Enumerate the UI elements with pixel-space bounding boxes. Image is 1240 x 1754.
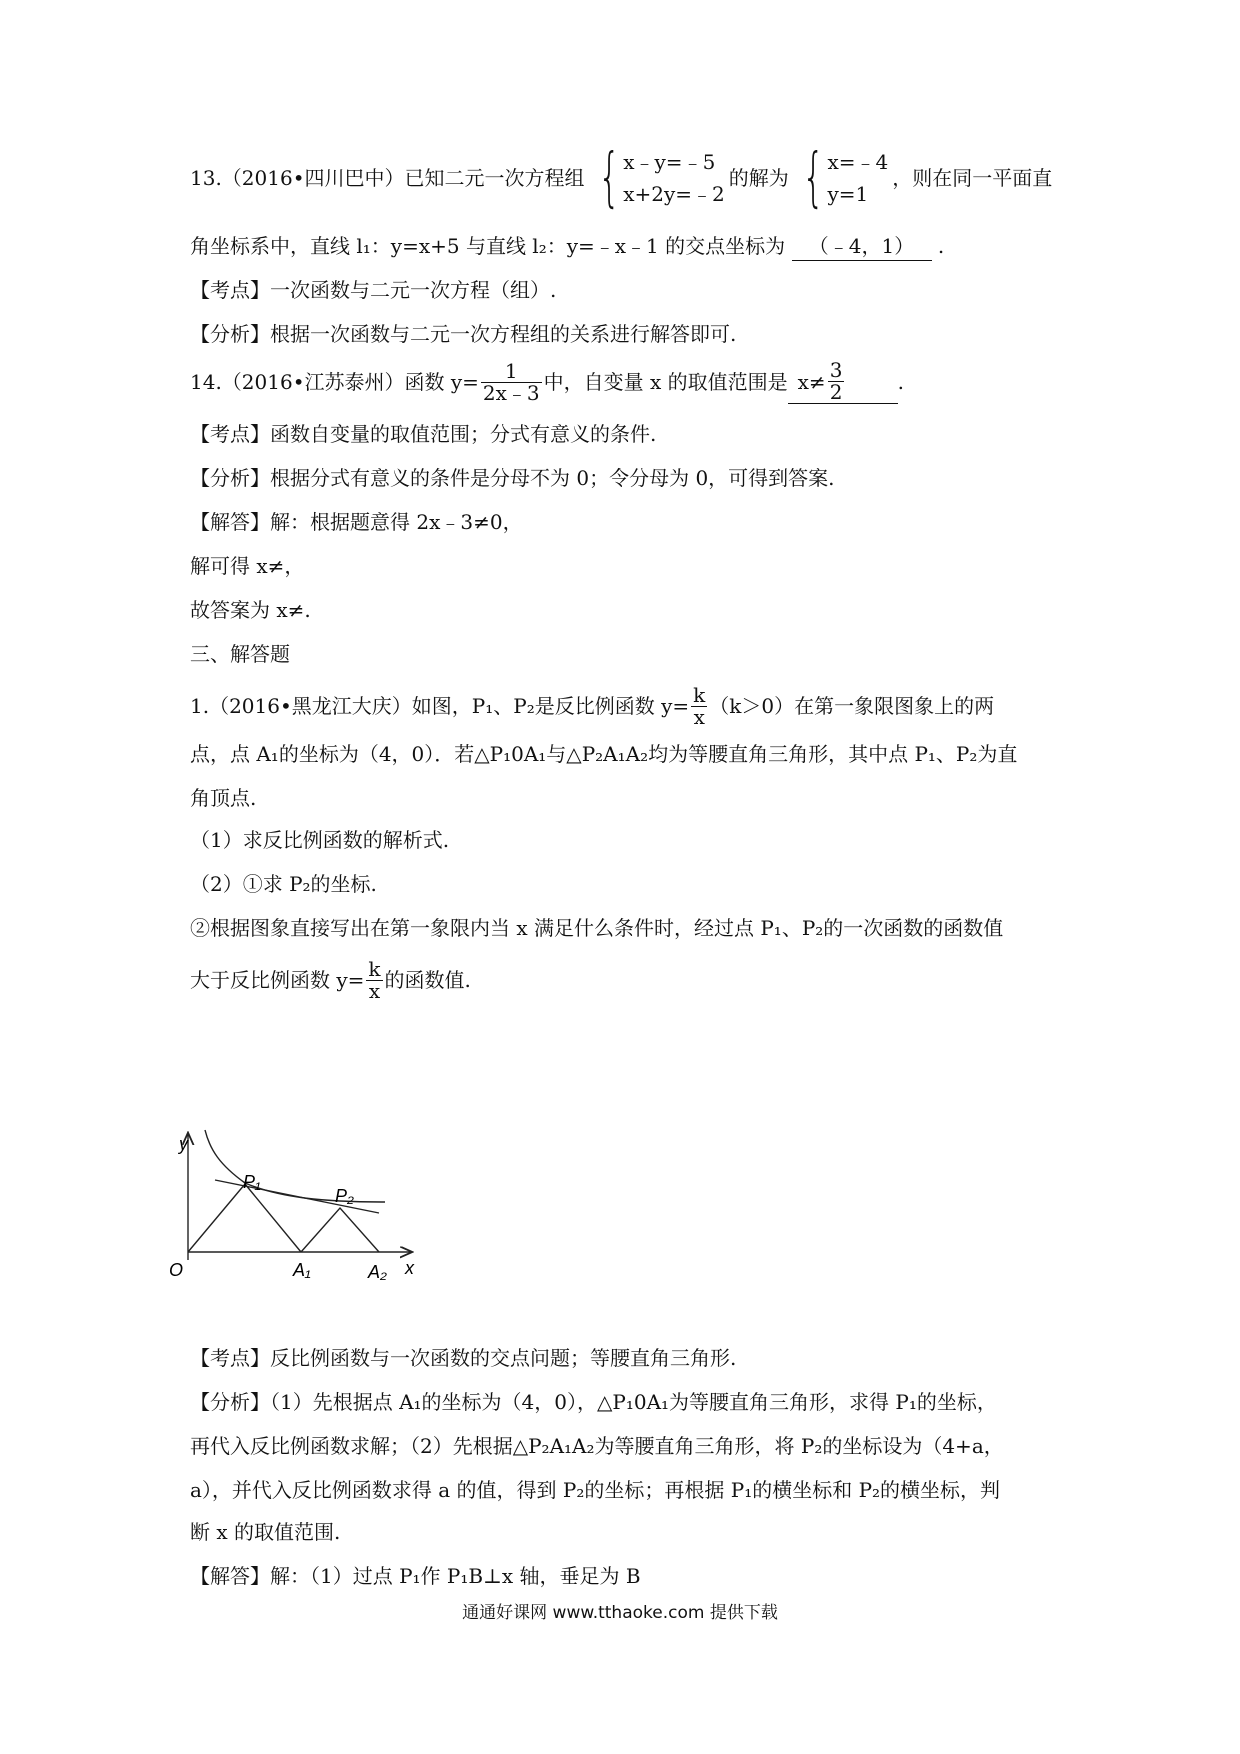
q13-mid: 的解为 <box>728 166 789 190</box>
label-p2: P₂ <box>335 1186 354 1206</box>
label-p1: P₁ <box>243 1172 261 1192</box>
q14-fraction <box>481 358 542 405</box>
q14-frac-den: 2x﹣3 <box>482 380 540 405</box>
problem-figure <box>169 1130 445 1320</box>
q13-lead: 13.（2016•四川巴中）已知二元一次方程组 <box>190 166 585 190</box>
q13-system <box>589 141 725 215</box>
p1-q4 <box>190 950 471 1010</box>
q13-end: . <box>937 234 945 258</box>
p1-q4-frac-den: x <box>366 980 382 1002</box>
q14-mid: 中，自变量 x 的取值范围是 <box>543 370 788 394</box>
q13-line2-text: 角坐标系中，直线 l₁：y=x+5 与直线 l₂：y=﹣x﹣1 的交点坐标为 <box>190 234 786 258</box>
label-a2: A₂ <box>368 1262 387 1282</box>
q14-lead: 14.（2016•江苏泰州）函数 y= <box>190 370 479 394</box>
section-heading: 三、解答题 <box>190 642 290 666</box>
q14-fenxi: 【分析】根据分式有意义的条件是分母不为 0；令分母为 0，可得到答案. <box>190 466 835 490</box>
p1-jieda: 【解答】解：（1）过点 P₁作 P₁B⊥x 轴，垂足为 B <box>190 1564 641 1588</box>
left-brace-icon: { <box>801 141 825 215</box>
p1-fraction <box>691 682 707 729</box>
p1-line1 <box>190 676 994 736</box>
q14-line1 <box>190 352 904 412</box>
q14-jieda: 【解答】解：根据题意得 2x﹣3≠0， <box>190 510 523 534</box>
q13-kaodian: 【考点】一次函数与二元一次方程（组）. <box>190 278 557 302</box>
q13-sol-x: x=﹣4 <box>827 150 889 174</box>
page-footer: 通通好课网 www.tthaoke.com 提供下载 <box>462 1603 778 1623</box>
p1-q4-a: 大于反比例函数 y= <box>190 968 365 992</box>
p1-q3: ②根据图象直接写出在第一象限内当 x 满足什么条件时，经过点 P₁、P₂的一次函数的函数值 <box>190 916 1004 940</box>
q13-fenxi: 【分析】根据一次函数与二元一次方程组的关系进行解答即可. <box>190 322 737 346</box>
p1-frac-num: k <box>693 682 706 707</box>
q14-end: . <box>897 370 905 394</box>
q13-sol-y: y=1 <box>827 182 869 206</box>
hyperbola-curve <box>205 1130 385 1202</box>
q13-solution <box>793 141 889 215</box>
p1-line1-a: 1.（2016•黑龙江大庆）如图，P₁、P₂是反比例函数 y= <box>190 694 690 718</box>
p1-fenxi4: 断 x 的取值范围. <box>190 1520 341 1544</box>
q14-answer <box>788 360 898 404</box>
p1-q4-frac-num: k <box>368 956 381 981</box>
p1-kaodian: 【考点】反比例函数与一次函数的交点问题；等腰直角三角形. <box>190 1346 737 1370</box>
label-a1: A₁ <box>293 1260 311 1280</box>
p1-q1: （1）求反比例函数的解析式. <box>190 828 450 852</box>
label-y: y <box>179 1134 188 1154</box>
p1-frac-den: x <box>691 706 707 728</box>
p1-fenxi3: a），并代入反比例函数求得 a 的值，得到 P₂的坐标；再根据 P₁的横坐标和 P₂的横坐标，判 <box>190 1478 1001 1502</box>
left-brace-icon: { <box>597 141 621 215</box>
q13-eq2: x+2y=﹣2 <box>623 182 725 206</box>
q14-answer-num: 3 <box>829 358 843 382</box>
triangle-p2-a1-a2 <box>301 1208 379 1252</box>
q14-answer-den: 2 <box>829 380 843 404</box>
p1-q4-b: 的函数值. <box>384 968 471 992</box>
q14-kaodian: 【考点】函数自变量的取值范围；分式有意义的条件. <box>190 422 657 446</box>
p1-q2: （2）①求 P₂的坐标. <box>190 872 377 896</box>
q13-line1 <box>190 141 1053 215</box>
p1-line2: 点，点 A₁的坐标为（4，0）．若△P₁0A₁与△P₂A₁A₂均为等腰直角三角形，其中点 P₁、P₂为直 <box>190 742 1018 766</box>
q13-eq1: x﹣y=﹣5 <box>623 150 716 174</box>
label-o: O <box>169 1260 184 1280</box>
p1-line1-b: （k＞0）在第一象限图象上的两 <box>709 694 995 718</box>
label-x: x <box>405 1258 414 1278</box>
q14-frac-num: 1 <box>504 358 518 383</box>
p1-fenxi1: 【分析】（1）先根据点 A₁的坐标为（4，0），△P₁0A₁为等腰直角三角形，求得 P₁的坐标， <box>190 1390 997 1414</box>
p1-fenxi2: 再代入反比例函数求解；（2）先根据△P₂A₁A₂为等腰直角三角形，将 P₂的坐标设为（4+a， <box>190 1434 1004 1458</box>
q13-answer: （﹣4，1） <box>792 232 932 261</box>
q14-step2: 故答案为 x≠. <box>190 598 311 622</box>
p1-line3: 角顶点. <box>190 786 257 810</box>
q14-answer-frac <box>828 360 845 403</box>
q14-step1: 解可得 x≠， <box>190 554 305 578</box>
p1-q4-fraction <box>366 956 382 1003</box>
q13-line2 <box>190 232 944 261</box>
q14-answer-pre: x≠ <box>797 369 826 394</box>
line-p1-p2 <box>215 1180 379 1213</box>
q13-tail: ，则在同一平面直 <box>892 166 1053 190</box>
